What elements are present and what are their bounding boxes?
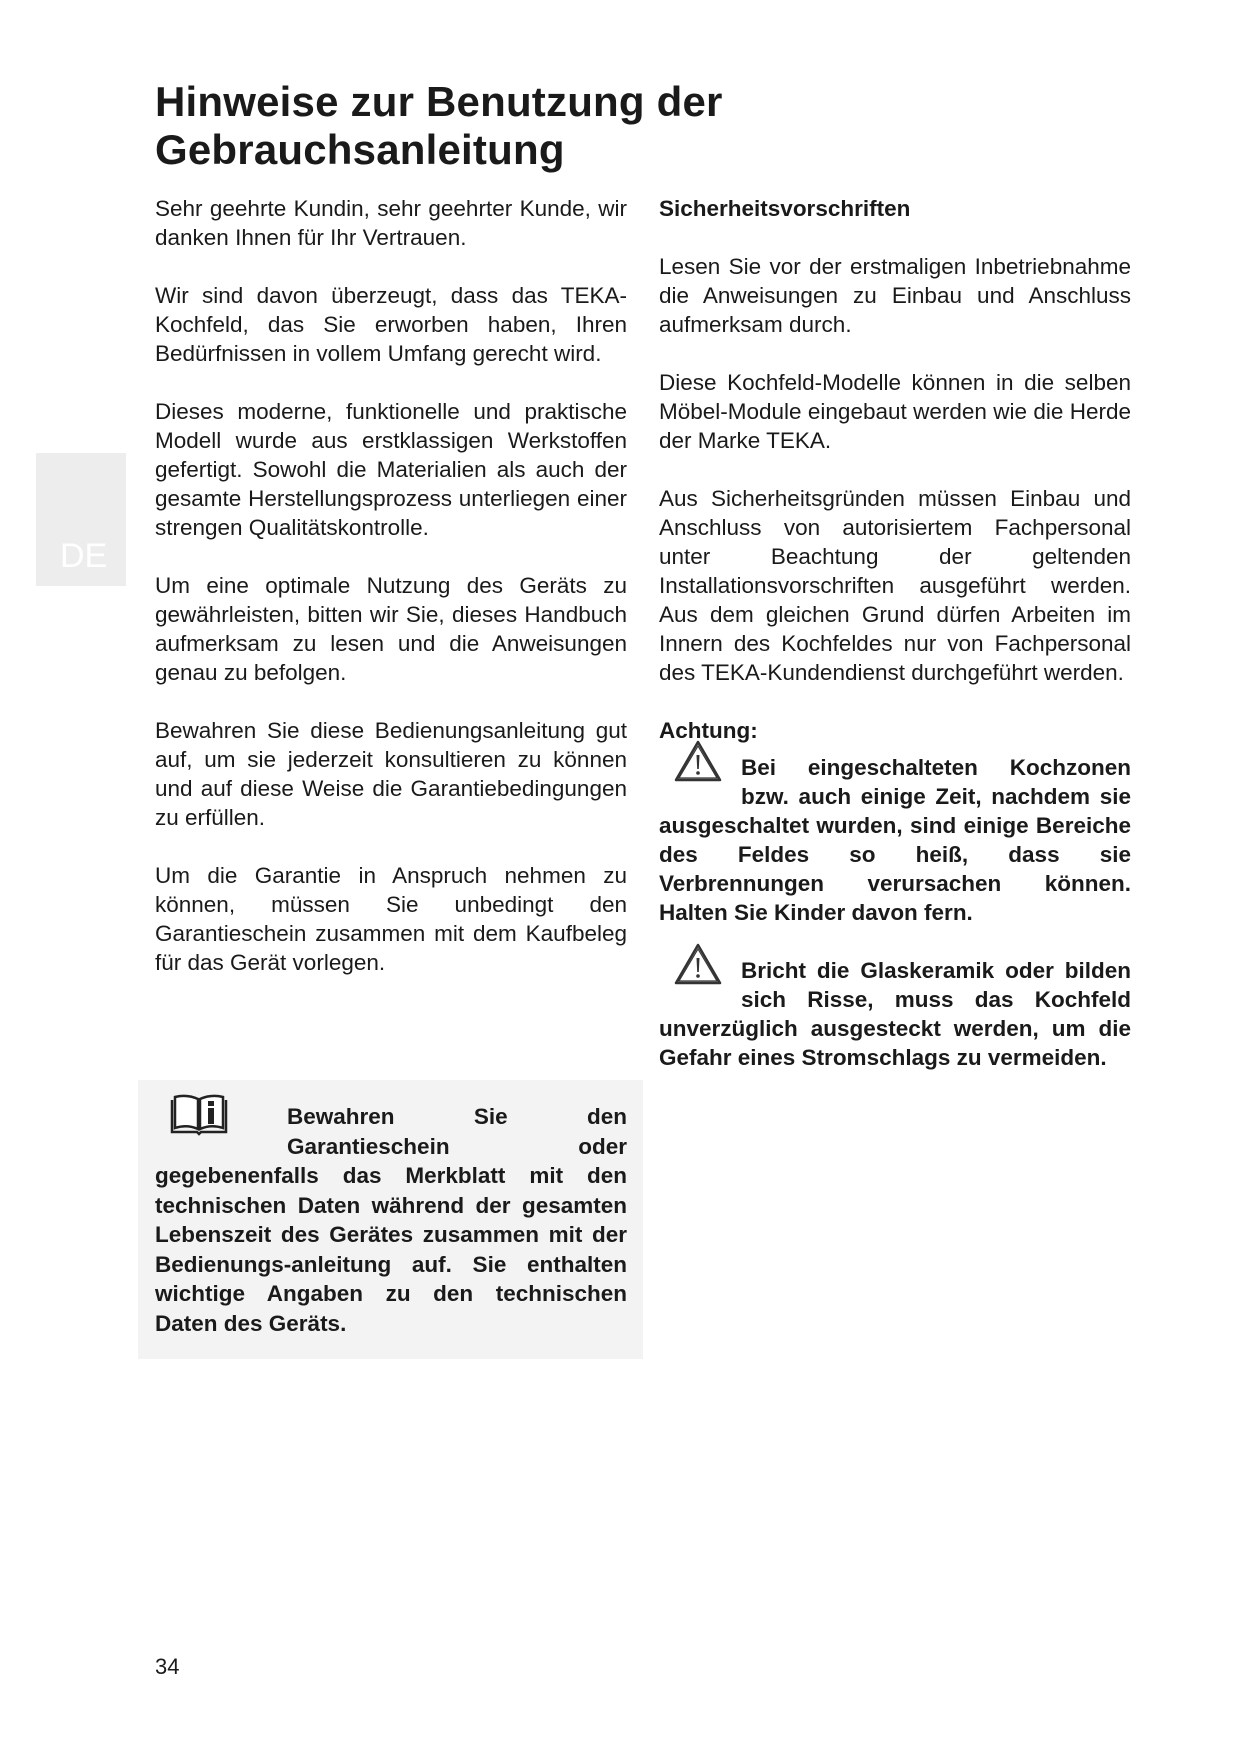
title-line-1: Hinweise zur Benutzung der	[155, 78, 723, 125]
paragraph-read-instructions: Lesen Sie vor der erstmaligen Inbetriebnahme die Anweisungen zu Einbau und Anschluss aufmerksam durch.	[659, 254, 1131, 337]
info-note	[155, 1102, 627, 1338]
paragraph-greeting: Sehr geehrte Kundin, sehr geehrter Kunde, wir danken Ihnen für Ihr Vertrauen.	[155, 196, 627, 250]
warning-glass-crack-text: Bricht die Glaskeramik oder bilden sich Risse, muss das Kochfeld unverzüglich ausgesteckt werden, um die Gefahr eines Stromschlags zu vermeiden.	[659, 958, 1131, 1070]
info-note-box	[138, 1080, 643, 1359]
right-column	[659, 194, 1131, 1101]
page-number: 34	[155, 1654, 180, 1679]
paragraph-conviction: Wir sind davon überzeugt, dass das TEKA-Kochfeld, das Sie erworben haben, Ihren Bedürfnissen in vollem Umfang gerecht wird.	[155, 283, 627, 366]
paragraph-furniture-modules: Diese Kochfeld-Modelle können in die selben Möbel-Module eingebaut werden wie die Herde der Marke TEKA.	[659, 370, 1131, 453]
info-book-icon	[169, 1094, 229, 1136]
warning-glass-crack	[659, 956, 1131, 1072]
info-note-text: Bewahren Sie den Garantieschein oder gegebenenfalls das Merkblatt mit den technischen Daten während der gesamten Lebenszeit des Gerätes zusammen mit der Bedienungs-anleitung auf. Sie enthalten wichtige Angaben zu den technischen Daten des Geräts.	[155, 1104, 627, 1336]
safety-heading: Sicherheitsvorschriften	[659, 196, 911, 221]
paragraph-warranty: Um die Garantie in Anspruch nehmen zu können, müssen Sie unbedingt den Garantieschein zusammen mit dem Kaufbeleg für das Gerät vorlegen.	[155, 863, 627, 975]
page-title	[155, 78, 1055, 174]
paragraph-keep-manual: Bewahren Sie diese Bedienungsanleitung gut auf, um sie jederzeit konsultieren zu können und auf diese Weise die Garantiebedingungen zu erfüllen.	[155, 718, 627, 830]
attention-heading: Achtung:	[659, 718, 758, 743]
paragraph-usage: Um eine optimale Nutzung des Geräts zu gewährleisten, bitten wir Sie, dieses Handbuch aufmerksam zu lesen und die Anweisungen genau zu befolgen.	[155, 573, 627, 685]
language-tab	[36, 453, 126, 586]
warning-hot-surface	[659, 753, 1131, 927]
warning-hot-surface-text: Bei eingeschalteten Kochzonen bzw. auch einige Zeit, nachdem sie ausgeschaltet wurden, sind einige Bereiche des Feldes so heiß, dass sie Verbrennungen verursachen können. Halten Sie Kinder davon fern.	[659, 755, 1131, 925]
title-line-2: Gebrauchsanleitung	[155, 126, 565, 173]
paragraph-authorized-personnel: Aus Sicherheitsgründen müssen Einbau und Anschluss von autorisiertem Fachpersonal unter Beachtung der geltenden Installationsvorschriften ausgeführt werden. Aus dem gleichen Grund dürfen Arbeiten im Innern des Kochfeldes nur von Fachpersonal des TEKA-Kundendienst durchgeführt werden.	[659, 486, 1131, 685]
paragraph-quality: Dieses moderne, funktionelle und praktische Modell wurde aus erstklassigen Werkstoffen gefertigt. Sowohl die Materialien als auch der gesamte Herstellungsprozess unterliegen einer strengen Qualitätskontrolle.	[155, 399, 627, 540]
warning-triangle-icon	[673, 739, 723, 783]
warning-triangle-icon	[673, 942, 723, 986]
language-tab-label: DE	[60, 537, 108, 575]
left-column	[155, 194, 627, 1006]
